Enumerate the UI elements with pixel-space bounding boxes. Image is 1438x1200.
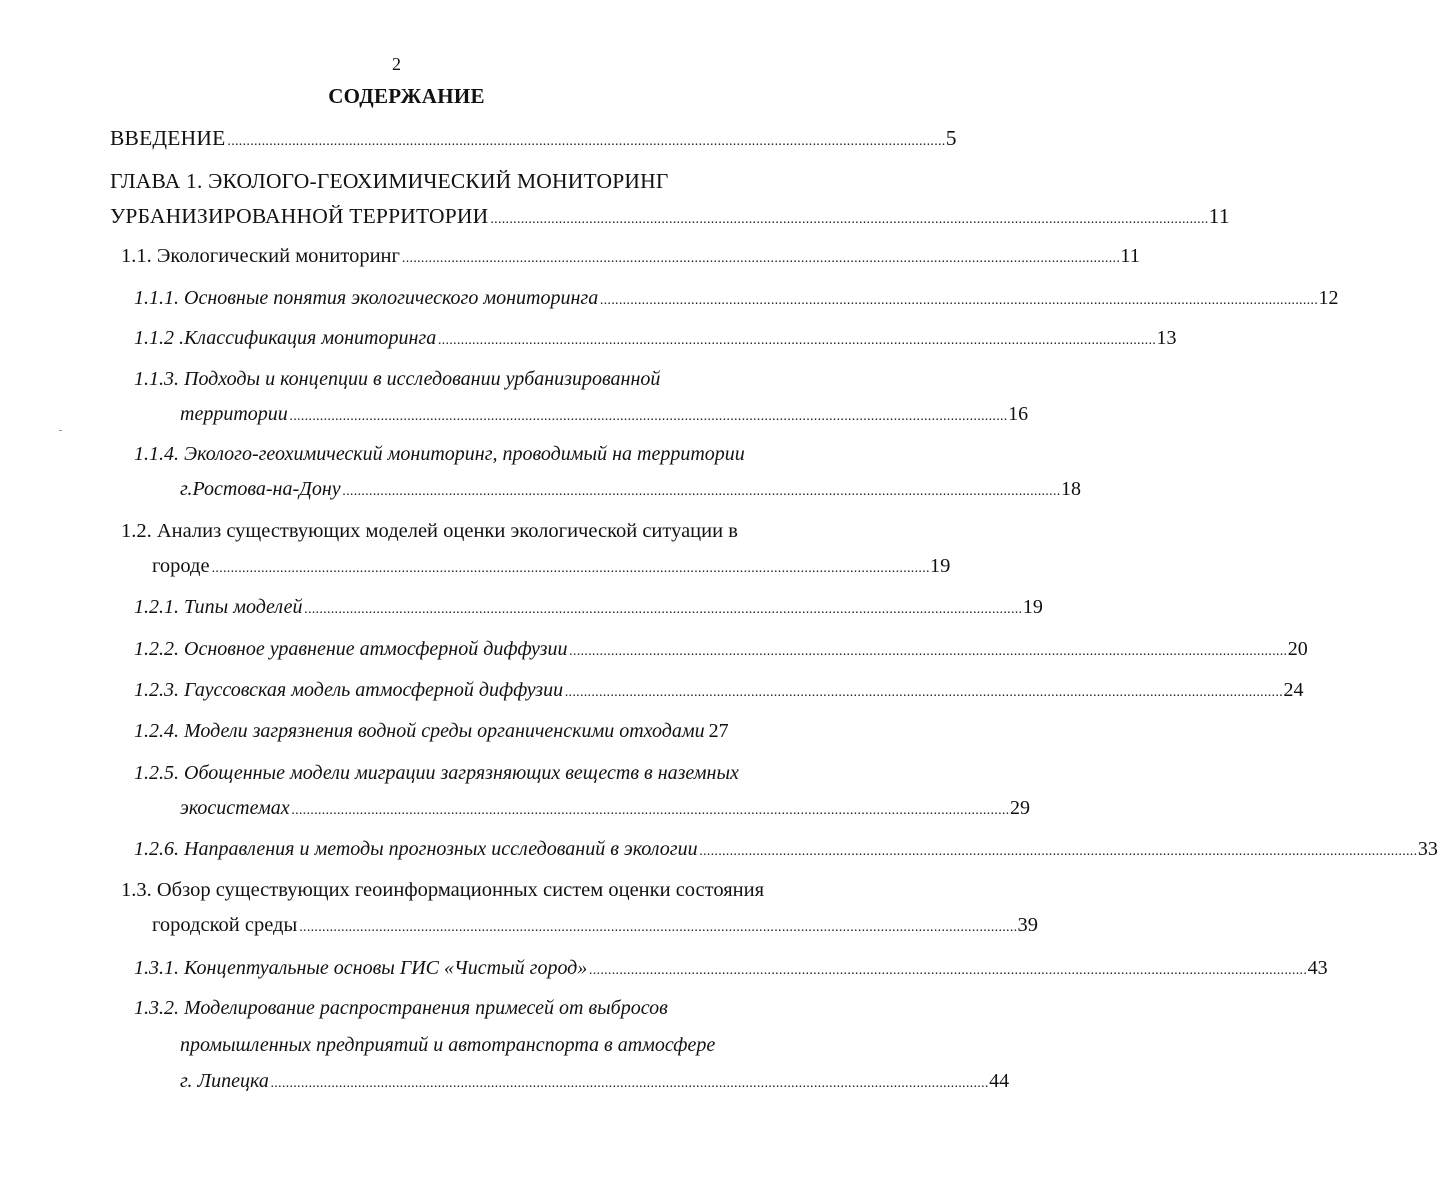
dot-leader xyxy=(299,912,1015,941)
toc-entry-1-2-2[interactable] xyxy=(134,636,1308,662)
toc-entry-text: 1.3.1. Концептуальные основы ГИС «Чистый город» xyxy=(134,957,588,979)
toc-entry-1-2-5[interactable] xyxy=(180,795,1030,821)
dot-leader xyxy=(438,325,1154,354)
toc-entry-page: 19 xyxy=(929,555,951,577)
margin-mark xyxy=(59,430,62,431)
page-number: 2 xyxy=(392,54,401,74)
toc-entry-1-1-3-line1[interactable]: 1.1.3. Подходы и концепции в исследовании урбанизированной xyxy=(134,368,661,390)
toc-entry-page: 19 xyxy=(1022,596,1043,618)
toc-entry-text: 1.2.6. Направления и методы прогнозных исследований в экологии xyxy=(134,838,698,860)
toc-entry-1-1-2[interactable] xyxy=(134,325,1177,351)
dot-leader xyxy=(305,594,1021,623)
toc-entry-intro[interactable] xyxy=(110,125,957,151)
toc-entry-page: 33 xyxy=(1417,838,1438,860)
toc-entry-text: городской среды xyxy=(152,914,298,936)
toc-entry-chapter-1-line1[interactable]: ГЛАВА 1. ЭКОЛОГО-ГЕОХИМИЧЕСКИЙ МОНИТОРИНГ xyxy=(110,169,669,193)
toc-entry-chapter-1[interactable] xyxy=(110,203,1230,229)
toc-entry-1-2-6[interactable] xyxy=(134,836,1438,862)
toc-entry-1-3-1[interactable] xyxy=(134,955,1328,981)
toc-entry-1-3-line1[interactable]: 1.3. Обзор существующих геоинформационных систем оценки состояния xyxy=(121,879,765,901)
toc-entry-text: 1.1.2 .Классификация мониторинга xyxy=(134,327,437,349)
toc-entry-page: 11 xyxy=(1120,245,1140,267)
dot-leader xyxy=(490,203,1206,233)
toc-entry-text: городе xyxy=(152,555,210,577)
toc-entry-text: ВВЕДЕНИЕ xyxy=(110,126,226,150)
toc-entry-page: 18 xyxy=(1060,478,1081,500)
toc-entry-page: 5 xyxy=(945,126,957,150)
toc-entry-text: 1.2.1. Типы моделей xyxy=(134,596,303,618)
toc-entry-1-2-1[interactable] xyxy=(134,594,1043,620)
toc-entry-text: 1.2.3. Гауссовская модель атмосферной диффузии xyxy=(134,679,564,701)
toc-entry-page: 39 xyxy=(1017,914,1039,936)
toc-entry-page: 13 xyxy=(1156,327,1177,349)
dot-leader xyxy=(292,795,1008,824)
toc-entry-1-3-2[interactable] xyxy=(180,1068,1010,1094)
toc-entry-1-2-4[interactable] xyxy=(134,718,729,744)
dot-leader xyxy=(290,401,1006,430)
toc-entry-page: 44 xyxy=(989,1070,1010,1092)
toc-entry-1-2-3[interactable] xyxy=(134,677,1304,703)
toc-entry-text: г.Ростова-на-Дону xyxy=(180,478,341,500)
toc-entry-text: УРБАНИЗИРОВАННОЙ ТЕРРИТОРИИ xyxy=(110,204,489,228)
toc-entry-1-1-4-line1[interactable]: 1.1.4. Эколого-геохимический мониторинг, проводимый на территории xyxy=(134,443,745,465)
toc-entry-page: 27 xyxy=(708,720,729,742)
toc-entry-1-1-1[interactable] xyxy=(134,285,1339,311)
dot-leader xyxy=(565,677,1281,706)
toc-entry-page: 24 xyxy=(1283,679,1304,701)
dot-leader xyxy=(271,1068,987,1097)
toc-entry-1-3-2-line1[interactable]: 1.3.2. Моделирование распространения примесей от выбросов xyxy=(134,997,668,1019)
toc-entry-1-2[interactable] xyxy=(152,553,951,579)
toc-entry-text: территории xyxy=(180,403,288,425)
toc-entry-1-3[interactable] xyxy=(152,912,1039,938)
toc-entry-page: 16 xyxy=(1008,403,1029,425)
toc-entry-text: 1.1.1. Основные понятия экологического мониторинга xyxy=(134,287,599,309)
dot-leader xyxy=(227,125,943,155)
toc-entry-1-1-3[interactable] xyxy=(180,401,1029,427)
toc-entry-page: 29 xyxy=(1009,797,1030,819)
dot-leader xyxy=(212,553,928,582)
dot-leader xyxy=(700,836,1416,865)
toc-entry-1-3-2-line2[interactable]: промышленных предприятий и автотранспорта в атмосфере xyxy=(180,1034,716,1056)
toc-entry-text: экосистемах xyxy=(180,797,290,819)
toc-entry-text: г. Липецка xyxy=(180,1070,269,1092)
toc-entry-1-2-5-line1[interactable]: 1.2.5. Обощенные модели миграции загрязняющих веществ в наземных xyxy=(134,762,739,784)
dot-leader xyxy=(569,636,1285,665)
dot-leader xyxy=(600,285,1316,314)
dot-leader xyxy=(589,955,1305,984)
toc-entry-page: 43 xyxy=(1307,957,1328,979)
toc-entry-page: 20 xyxy=(1287,638,1308,660)
page-title: СОДЕРЖАНИЕ xyxy=(328,84,485,108)
toc-entry-1-1[interactable] xyxy=(121,243,1140,269)
toc-entry-text: 1.1. Экологический мониторинг xyxy=(121,245,400,267)
toc-entry-1-1-4[interactable] xyxy=(180,476,1081,502)
toc-entry-text: 1.2.4. Модели загрязнения водной среды органиченскими отходами xyxy=(134,720,705,742)
toc-entry-text: 1.2.2. Основное уравнение атмосферной диффузии xyxy=(134,638,568,660)
toc-entry-page: 12 xyxy=(1318,287,1339,309)
dot-leader xyxy=(343,476,1059,505)
toc-entry-1-2-line1[interactable]: 1.2. Анализ существующих моделей оценки экологической ситуации в xyxy=(121,520,738,542)
dot-leader xyxy=(402,243,1118,272)
toc-entry-page: 11 xyxy=(1208,204,1230,228)
